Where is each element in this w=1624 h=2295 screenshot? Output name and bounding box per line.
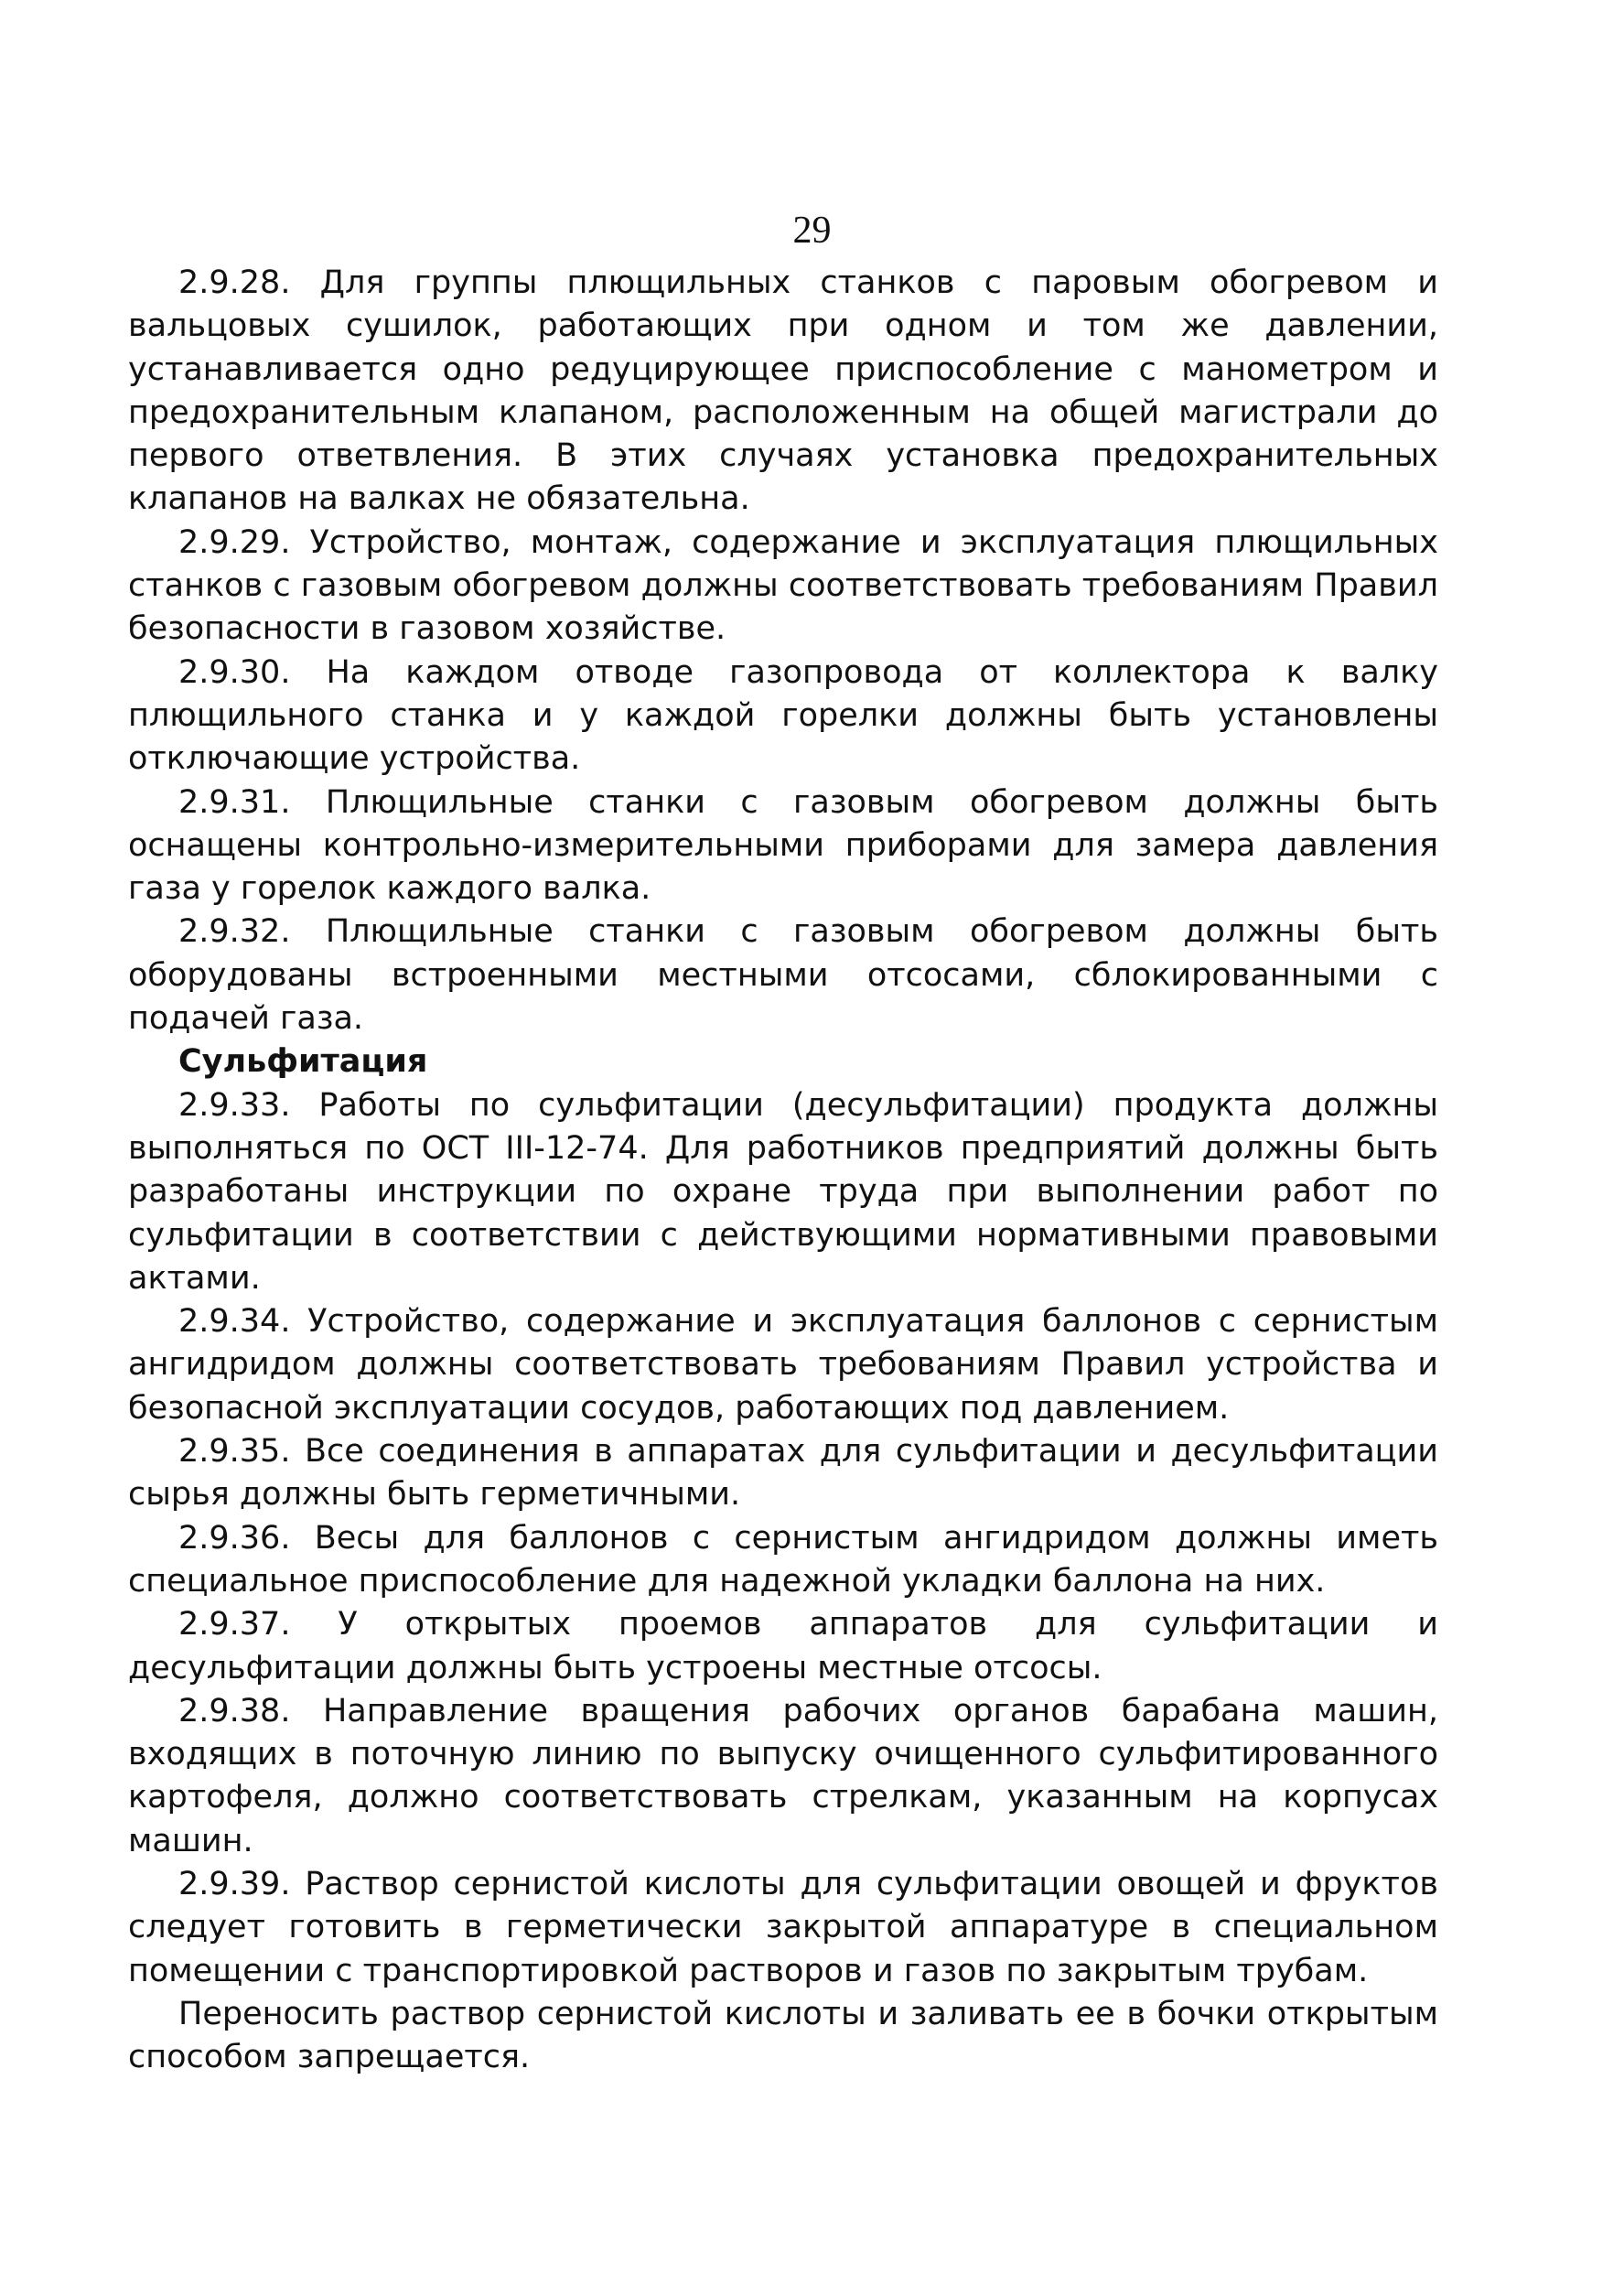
paragraph-2-9-35: 2.9.35. Все соединения в аппаратах для сульфитации и десульфитации сырья должны быть герметичными.	[128, 1433, 1438, 1514]
paragraph-2-9-29: 2.9.29. Устройство, монтаж, содержание и эксплуатация плющильных станков с газовым обогревом должны соответствовать требованиям Правил безопасности в газовом хозяйстве.	[128, 523, 1438, 648]
section-heading: Сульфитация	[178, 1043, 428, 1081]
paragraph-2-9-30: 2.9.30. На каждом отводе газопровода от коллектора к валку плющильного станка и у каждой горелки должны быть установлены отключающие устройства.	[128, 653, 1438, 778]
paragraph-prohibition: Переносить раствор сернистой кислоты и заливать ее в бочки открытым способом запрещается.	[128, 1995, 1438, 2076]
paragraph-2-9-38: 2.9.38. Направление вращения рабочих органов барабана машин, входящих в поточную линию по выпуску очищенного сульфитированного картофеля, должно соответствовать стрелкам, указанным на корпусах машин.	[128, 1692, 1438, 1859]
paragraph-2-9-28: 2.9.28. Для группы плющильных станков с паровым обогревом и вальцовых сушилок, работающих при одном и том же давлении, устанавливается одно редуцирующее приспособление с манометром и предохранительным клапаном, расположенным на общей магистрали до первого ответвления. В этих случаях установка предохранительных клапанов на валках не обязательна.	[128, 264, 1438, 518]
paragraph-2-9-34: 2.9.34. Устройство, содержание и эксплуатация баллонов с сернистым ангидридом должны соответствовать требованиям Правил устройства и безопасной эксплуатации сосудов, работающих под давлением.	[128, 1303, 1438, 1427]
paragraph-2-9-39: 2.9.39. Раствор сернистой кислоты для сульфитации овощей и фруктов следует готовить в герметически закрытой аппаратуре в специальном помещении с транспортировкой растворов и газов по закрытым трубам.	[128, 1865, 1438, 1989]
page-number: 29	[792, 210, 832, 252]
paragraph-2-9-36: 2.9.36. Весы для баллонов с сернистым ангидридом должны иметь специальное приспособление для надежной укладки баллона на них.	[128, 1519, 1438, 1600]
paragraph-2-9-33: 2.9.33. Работы по сульфитации (десульфитации) продукта должны выполняться по ОСТ III-12-74. Для работников предприятий должны быть разработаны инструкции по охране труда при выполнении работ по сульфитации в соответствии с действующими нормативными правовыми актами.	[128, 1086, 1438, 1297]
paragraph-2-9-32: 2.9.32. Плющильные станки с газовым обогревом должны быть оборудованы встроенными местными отсосами, сблокированными с подачей газа.	[128, 913, 1438, 1038]
paragraph-2-9-31: 2.9.31. Плющильные станки с газовым обогревом должны быть оснащены контрольно-измерительными приборами для замера давления газа у горелок каждого валка.	[128, 783, 1438, 908]
paragraph-2-9-37: 2.9.37. У открытых проемов аппаратов для сульфитации и десульфитации должны быть устроены местные отсосы.	[128, 1606, 1438, 1686]
document-body	[128, 262, 1438, 2079]
